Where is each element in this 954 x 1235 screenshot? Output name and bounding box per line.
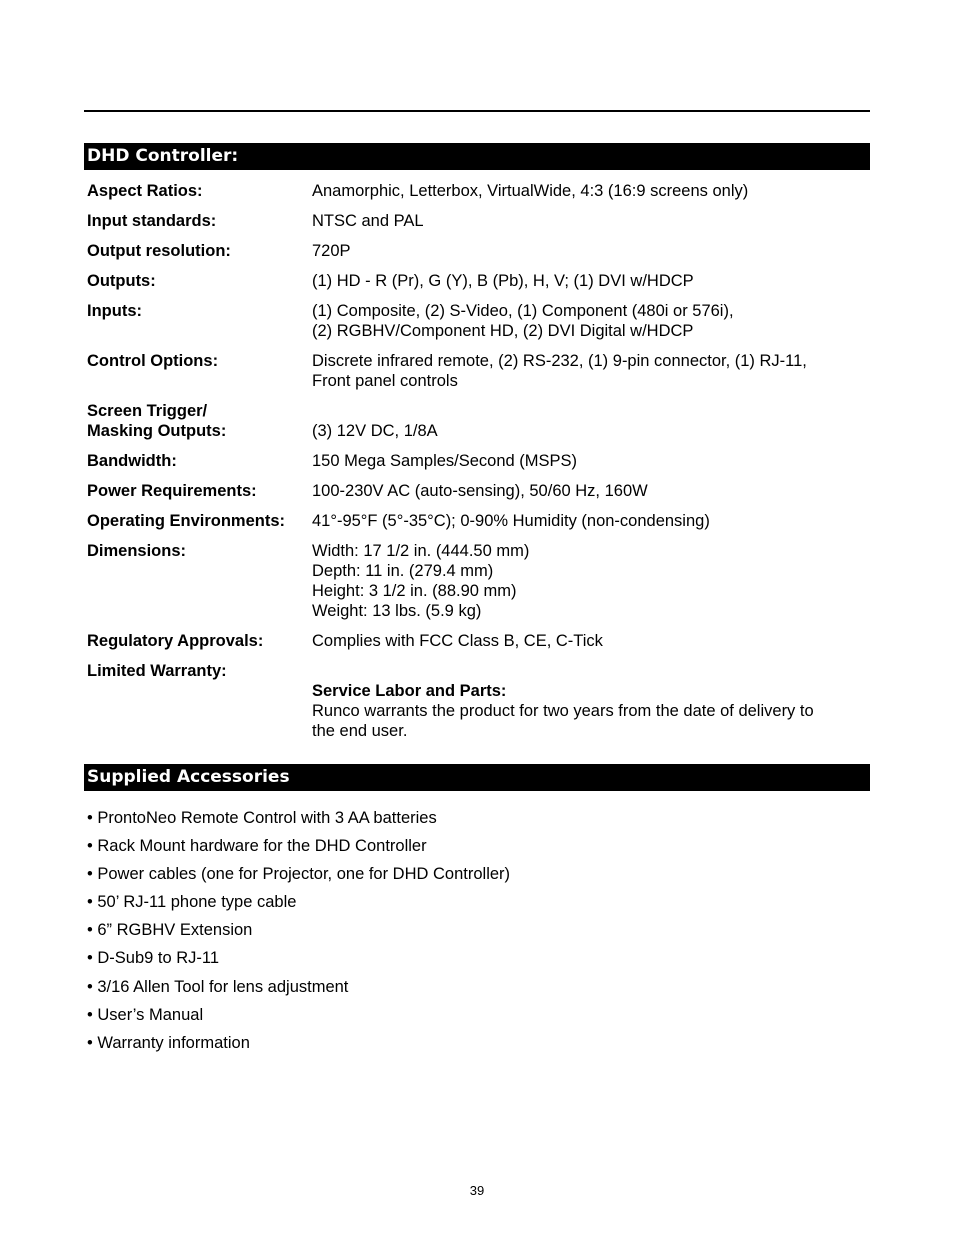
spec-row-dimensions xyxy=(87,541,870,621)
spec-value: NTSC and PAL xyxy=(312,212,424,230)
top-rule xyxy=(84,110,870,112)
spec-row-aspect-ratios xyxy=(87,181,870,201)
spec-row-input-standards xyxy=(87,211,870,231)
spec-value: 100-230V AC (auto-sensing), 50/60 Hz, 160W xyxy=(312,482,648,500)
spec-label: Bandwidth: xyxy=(87,452,177,470)
spec-row-limited-warranty xyxy=(87,661,870,761)
spec-label: Power Requirements: xyxy=(87,482,257,500)
spec-label: Input standards: xyxy=(87,212,217,230)
spec-label: Operating Environments: xyxy=(87,512,286,530)
spec-value: (1) HD - R (Pr), G (Y), B (Pb), H, V; (1) DVI w/HDCP xyxy=(312,272,694,290)
section-header-supplied-accessories: Supplied Accessories xyxy=(84,764,870,791)
spec-value: Width: 17 1/2 in. (444.50 mm) Depth: 11 in. (279.4 mm) Height: 3 1/2 in. (88.90 mm) Weight: 13 lbs. (5.9 kg) xyxy=(312,542,530,620)
spec-label: Outputs: xyxy=(87,272,156,290)
spec-label: Aspect Ratios: xyxy=(87,182,203,200)
spec-value: 720P xyxy=(312,242,351,260)
spec-label: Limited Warranty: xyxy=(87,662,227,680)
spec-value: (1) Composite, (2) S-Video, (1) Component (480i or 576i), (2) RGBHV/Component HD, (2) DVI Digital w/HDCP xyxy=(312,302,734,340)
spec-label: Regulatory Approvals: xyxy=(87,632,264,650)
spec-row-control-options xyxy=(87,351,870,391)
spec-label: Inputs: xyxy=(87,302,142,320)
list-item: • Rack Mount hardware for the DHD Controller xyxy=(87,837,427,856)
list-item: • Power cables (one for Projector, one for DHD Controller) xyxy=(87,865,511,884)
list-item: • 3/16 Allen Tool for lens adjustment xyxy=(87,977,349,996)
spec-value: 150 Mega Samples/Second (MSPS) xyxy=(312,452,578,470)
spec-row-outputs xyxy=(87,271,870,291)
list-item: • 50’ RJ-11 phone type cable xyxy=(87,893,297,912)
list-item: • Warranty information xyxy=(87,1033,250,1052)
spec-row-output-resolution xyxy=(87,241,870,261)
spec-row-inputs xyxy=(87,301,870,341)
spec-value: 41°-95°F (5°-35°C); 0-90% Humidity (non-condensing) xyxy=(312,512,710,530)
section-header-dhd-controller: DHD Controller: xyxy=(84,143,870,170)
accessories-list xyxy=(87,808,510,1061)
spec-value xyxy=(312,661,870,761)
list-item: • User’s Manual xyxy=(87,1005,204,1024)
list-item: • ProntoNeo Remote Control with 3 AA batteries xyxy=(87,809,437,827)
spec-label: Control Options: xyxy=(87,352,219,370)
spec-label: Dimensions: xyxy=(87,542,187,560)
spec-row-screen-trigger xyxy=(87,401,870,441)
spec-row-regulatory-approvals xyxy=(87,631,870,651)
warranty-text: Runco warrants the product for two years from the date of delivery to the end user. xyxy=(312,702,814,740)
warranty-heading: Service Labor and Parts: xyxy=(312,682,507,700)
spec-label: Output resolution: xyxy=(87,242,231,260)
spec-row-power-requirements xyxy=(87,481,870,501)
spec-row-bandwidth xyxy=(87,451,870,471)
spec-value: Discrete infrared remote, (2) RS-232, (1) 9-pin connector, (1) RJ-11, Front panel controls xyxy=(312,352,807,390)
spec-row-operating-environments xyxy=(87,511,870,531)
page-number: 39 xyxy=(469,1183,485,1198)
list-item: • D-Sub9 to RJ-11 xyxy=(87,949,220,968)
spec-value: Anamorphic, Letterbox, VirtualWide, 4:3 (16:9 screens only) xyxy=(312,182,749,200)
spec-label: Screen Trigger/ Masking Outputs: xyxy=(87,402,227,440)
spec-value: Complies with FCC Class B, CE, C-Tick xyxy=(312,632,603,650)
list-item: • 6” RGBHV Extension xyxy=(87,921,253,940)
spec-table xyxy=(87,181,870,771)
spec-value: (3) 12V DC, 1/8A xyxy=(312,422,438,440)
